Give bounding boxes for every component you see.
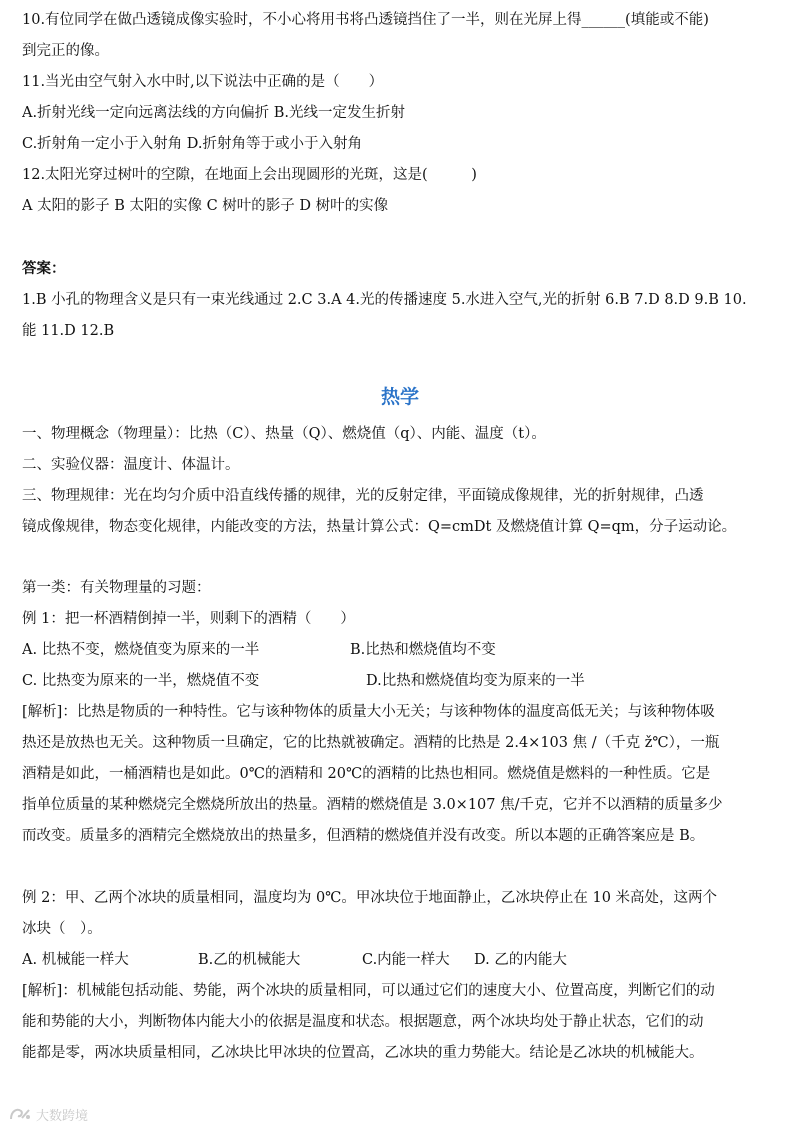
watermark-text: 大数跨境 xyxy=(36,1108,89,1124)
example-1-option-c: C. 比热变为原来的一半，燃烧值不变 xyxy=(22,673,260,689)
example-1-option-b: B.比热和燃烧值均不变 xyxy=(350,642,496,658)
question-11: 11.当光由空气射入水中时,以下说法中正确的是（ ） xyxy=(22,74,384,90)
physics-laws-line-1: 三、物理规律：光在均匀介质中沿直线传播的规律，光的反射定律，平面镜成像规律，光的折射规律，凸透 xyxy=(22,488,704,504)
question-10-line-1: 10.有位同学在做凸透镜成像实验时，不小心将用书将凸透镜挡住了一半，则在光屏上得______(填能或不能) xyxy=(22,12,709,28)
example-2-option-b: B.乙的机械能大 xyxy=(198,952,301,968)
example-2-option-d: D. 乙的内能大 xyxy=(474,952,567,968)
question-11-options-cd: C.折射角一定小于入射角 D.折射角等于或小于入射角 xyxy=(22,136,363,152)
example-1-question: 例 1：把一杯酒精倒掉一半，则剩下的酒精（ ） xyxy=(22,611,355,627)
logo-mark-icon xyxy=(8,1106,32,1122)
example-1-option-d: D.比热和燃烧值均变为原来的一半 xyxy=(366,673,585,689)
experiment-instruments: 二、实验仪器：温度计、体温计。 xyxy=(22,457,240,473)
category-1-heading: 第一类：有关物理量的习题： xyxy=(22,580,211,596)
example-2-option-c: C.内能一样大 xyxy=(362,952,450,968)
answers-heading: 答案： xyxy=(22,260,66,277)
example-2-analysis-line-3: 能都是零，两冰块质量相同，乙冰块比甲冰块的位置高，乙冰块的重力势能大。结论是乙冰块的机械能大。 xyxy=(22,1045,704,1061)
watermark xyxy=(8,1104,88,1124)
example-2-analysis-line-1: [解析]：机械能包括动能、势能，两个冰块的质量相同，可以通过它们的速度大小、位置高度，判断它们的动 xyxy=(22,983,715,999)
question-10-line-2: 到完正的像。 xyxy=(22,43,109,59)
example-2-option-a: A. 机械能一样大 xyxy=(22,952,129,968)
question-12-options: A 太阳的影子 B 太阳的实像 C 树叶的影子 D 树叶的实像 xyxy=(22,198,389,214)
example-2-question-line-2: 冰块（ ）。 xyxy=(22,921,102,937)
example-2-question-line-1: 例 2：甲、乙两个冰块的质量相同，温度均为 0℃。甲冰块位于地面静止，乙冰块停止在 10 米高处，这两个 xyxy=(22,890,718,906)
answers-line-1: 1.B 小孔的物理含义是只有一束光线通过 2.C 3.A 4.光的传播速度 5.水进入空气,光的折射 6.B 7.D 8.D 9.B 10. xyxy=(22,292,747,308)
physics-concepts: 一、物理概念（物理量）：比热（C）、热量（Q）、燃烧值（q）、内能、温度（t）。 xyxy=(22,426,546,442)
example-2-analysis-line-2: 能和势能的大小，判断物体内能大小的依据是温度和状态。根据题意，两个冰块均处于静止状态，它们的动 xyxy=(22,1014,704,1030)
question-11-options-ab: A.折射光线一定向远离法线的方向偏折 B.光线一定发生折射 xyxy=(22,105,405,121)
question-12: 12.太阳光穿过树叶的空隙，在地面上会出现圆形的光斑，这是( ) xyxy=(22,167,477,183)
example-1-analysis-line-1: [解析]：比热是物质的一种特性。它与该种物体的质量大小无关；与该种物体的温度高低无关；与该种物体吸 xyxy=(22,704,715,720)
section-title: 热学 xyxy=(380,386,419,408)
example-1-analysis-line-4: 指单位质量的某种燃烧完全燃烧所放出的热量。酒精的燃烧值是 3.0×107 焦/千克，它并不以酒精的质量多少 xyxy=(22,797,723,813)
answers-line-2: 能 11.D 12.B xyxy=(22,323,115,339)
example-1-option-a: A. 比热不变，燃烧值变为原来的一半 xyxy=(22,642,260,658)
example-1-analysis-line-3: 酒精是如此，一桶酒精也是如此。0℃的酒精和 20℃的酒精的比热也相同。燃烧值是燃料的一种性质。它是 xyxy=(22,766,711,782)
example-1-analysis-line-5: 而改变。质量多的酒精完全燃烧放出的热量多，但酒精的燃烧值并没有改变。所以本题的正确答案应是 B。 xyxy=(22,828,705,844)
physics-laws-line-2: 镜成像规律，物态变化规律，内能改变的方法，热量计算公式：Q=cmDt 及燃烧值计算 Q=qm，分子运动论。 xyxy=(22,519,737,535)
example-1-analysis-line-2: 热还是放热也无关。这种物质一旦确定，它的比热就被确定。酒精的比热是 2.4×103 焦 /（千克 ž℃），一瓶 xyxy=(22,735,720,751)
